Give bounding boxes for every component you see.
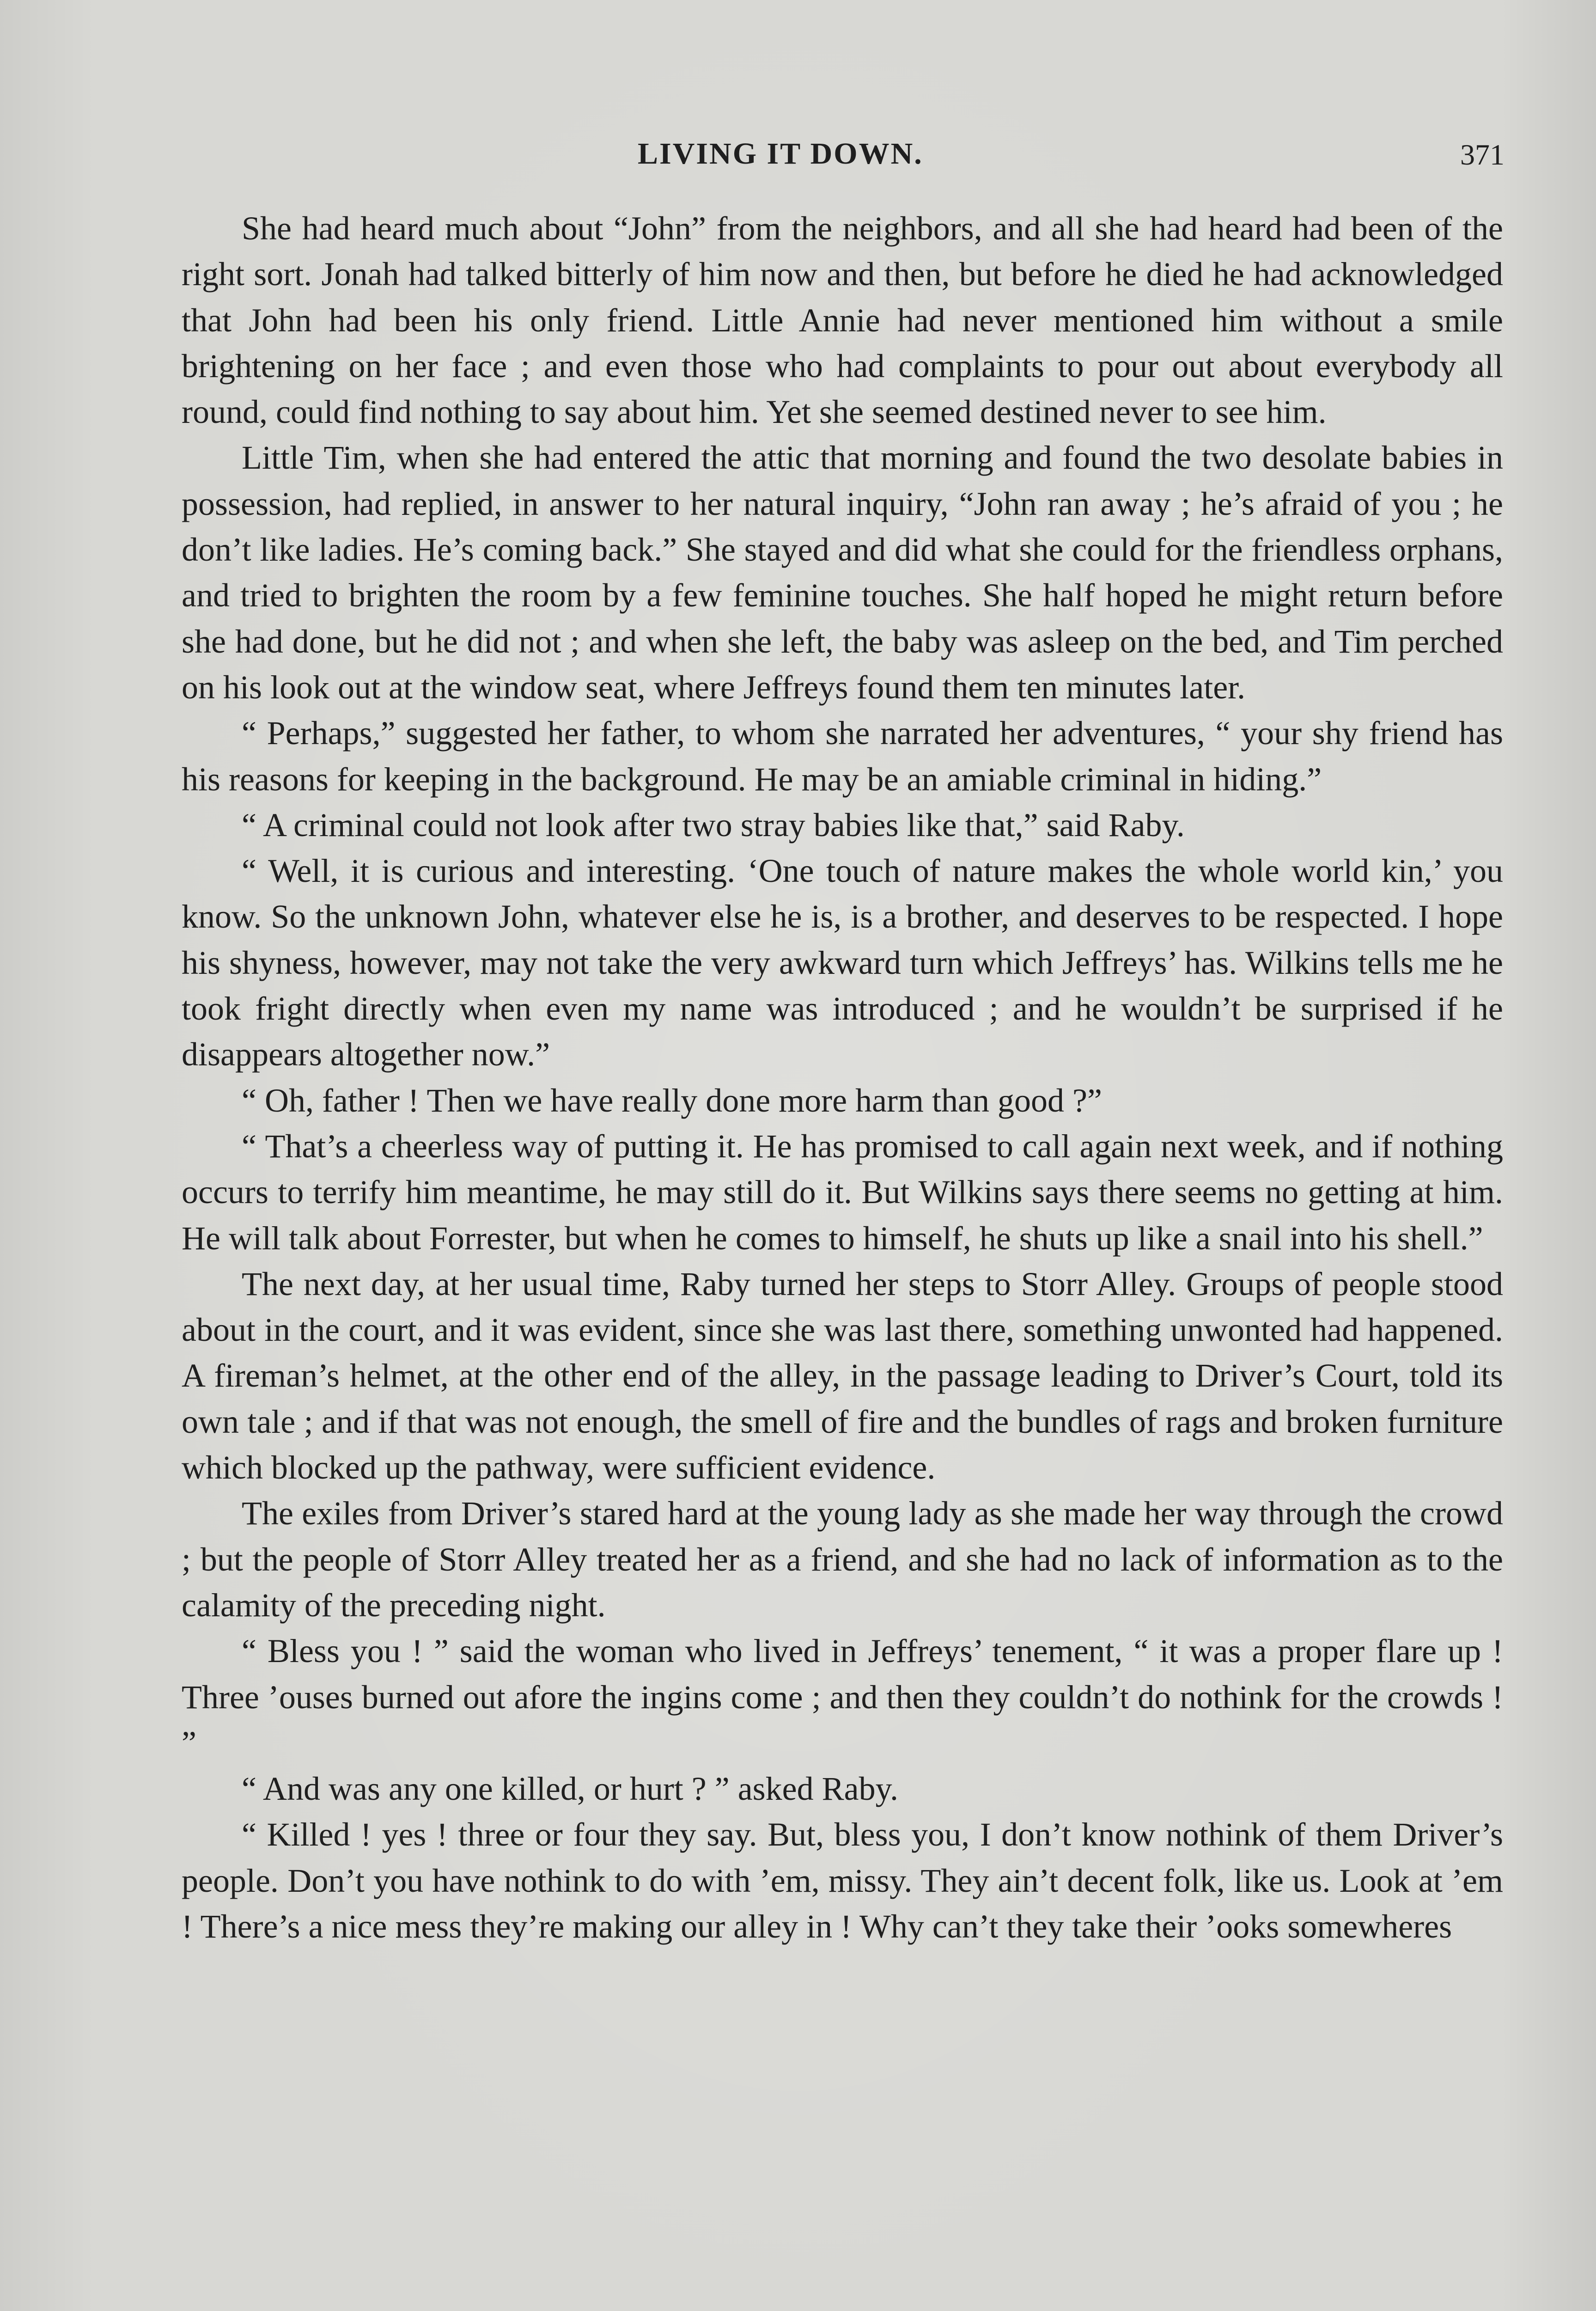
paragraph: “ A criminal could not look after two stray babies like that,” said Raby.	[242, 806, 1185, 844]
paragraph: The exiles from Driver’s stared hard at the young lady as she made her way through the crowd ; but the people of Storr Alley treated her as a friend, and she had no lack of information as to the calamity of the preceding night.	[182, 1495, 1503, 1624]
page-number: 371	[1460, 138, 1505, 171]
paragraph: The next day, at her usual time, Raby turned her steps to Storr Alley. Groups of people stood about in the court, and it was evident, since she was last there, something unwonted had happened. A fireman’s helmet, at the other end of the alley, in the passage leading to Driver’s Court, told its own tale ; and if that was not enough, the smell of fire and the bundles of rags and broken furniture which blocked up the pathway, were sufficient evidence.	[182, 1265, 1503, 1486]
body-text	[182, 206, 1503, 1950]
paragraph: “ And was any one killed, or hurt ? ” asked Raby.	[242, 1770, 898, 1808]
paragraph: She had heard much about “John” from the neighbors, and all she had heard had been of the right sort. Jonah had talked bitterly of him now and then, but before he died he had acknowledged that John had been his only friend. Little Annie had never mentioned him without a smile brightening on her face ; and even those who had complaints to pour out about everybody all round, could find nothing to say about him. Yet she seemed destined never to see him.	[182, 210, 1503, 431]
paragraph: “ Bless you ! ” said the woman who lived in Jeffreys’ tenement, “ it was a proper flare up ! Three ’ouses burned out afore the ingins come ; and then they couldn’t do nothink for the crowds ! ”	[182, 1632, 1503, 1761]
paragraph: “ Oh, father ! Then we have really done more harm than good ?”	[242, 1082, 1102, 1119]
paragraph: “ That’s a cheerless way of putting it. He has promised to call again next week, and if nothing occurs to terrify him meantime, he may still do it. But Wilkins says there seems no getting at him. He will talk about Forrester, but when he comes to himself, he shuts up like a snail into his shell.”	[182, 1127, 1503, 1257]
paragraph: “ Well, it is curious and interesting. ‘One touch of nature makes the whole world kin,’ you know. So the unknown John, whatever else he is, is a brother, and deserves to be respected. I hope his shyness, however, may not take the very awkward turn which Jeffreys’ has. Wilkins tells me he took fright directly when even my name was introduced ; and he wouldn’t be surprised if he disappears altogether now.”	[182, 852, 1503, 1073]
paragraph: “ Perhaps,” suggested her father, to whom she narrated her adventures, “ your shy friend has his reasons for keeping in the background. He may be an amiable criminal in hiding.”	[182, 715, 1503, 798]
running-head: LIVING IT DOWN.	[638, 137, 923, 171]
paragraph: Little Tim, when she had entered the attic that morning and found the two desolate babies in possession, had replied, in answer to her natural inquiry, “John ran away ; he’s afraid of you ; he don’t like ladies. He’s coming back.” She stayed and did what she could for the friendless orphans, and tried to brighten the room by a few feminine touches. She half hoped he might return before she had done, but he did not ; and when she left, the baby was asleep on the bed, and Tim perched on his look out at the window seat, where Jeffreys found them ten minutes later.	[182, 439, 1503, 706]
paragraph: “ Killed ! yes ! three or four they say. But, bless you, I don’t know nothink of them Driver’s people. Don’t you have nothink to do with ’em, missy. They ain’t decent folk, like us. Look at ’em ! There’s a nice mess they’re making our alley in ! Why can’t they take their ’ooks somewheres	[182, 1816, 1503, 1945]
